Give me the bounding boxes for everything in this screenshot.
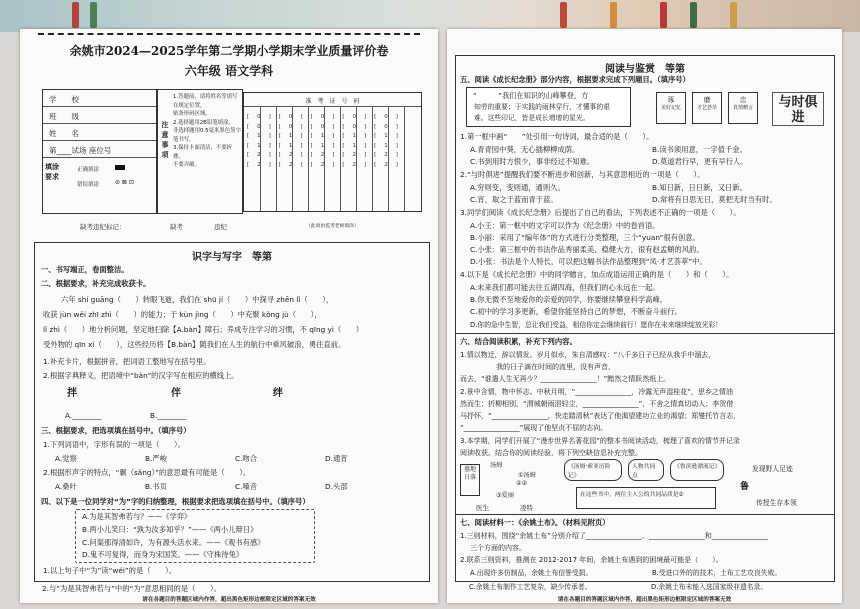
card-question-2: 2.根据字典释义，把语境中“bàn”的汉字写在相应的横线上。 bbox=[43, 371, 239, 380]
tag-sub: 真情赠言 bbox=[732, 105, 753, 111]
school-label: 学 校 bbox=[49, 95, 79, 104]
literacy-section bbox=[34, 242, 430, 582]
map-box-3: 《鲁滨逊漂流记》 bbox=[670, 459, 724, 481]
tag-2 bbox=[692, 92, 722, 124]
background-object bbox=[660, 2, 667, 28]
absent-label: 缺考违纪标记： bbox=[80, 223, 126, 231]
answer-sheet-left bbox=[20, 29, 438, 603]
question-3: 三、根据要求，把选项填在括号中。（填序号） bbox=[41, 426, 191, 435]
wei-box bbox=[75, 509, 315, 563]
char-ban-3: 绊 bbox=[273, 388, 283, 399]
note-line: 2.选择题用2B铅笔填涂， bbox=[173, 119, 234, 126]
option: B.读书须用意，一字值千金。 bbox=[652, 145, 747, 154]
tag-1 bbox=[656, 92, 686, 124]
note-line: 3.保持卡面清洁，不要折叠、 bbox=[173, 145, 233, 160]
photo-background-strip bbox=[0, 0, 860, 32]
map-label: ①汤姆 bbox=[518, 472, 536, 479]
option: D.通宵 bbox=[325, 454, 348, 463]
note-line: 1.答题前，请将姓名等填写在规定位置， bbox=[173, 94, 238, 109]
name-label: 姓 名 bbox=[49, 129, 79, 138]
option: B.书页 bbox=[145, 482, 167, 491]
blank-a[interactable]: A.________ bbox=[65, 411, 102, 420]
question-6: 六、结合阅读积累，补充下列内容。 bbox=[460, 337, 577, 346]
option: A.未来我们都可能去往五湖四海，但我们的心永远在一起。 bbox=[470, 283, 660, 292]
seal-text: 与时俱进 bbox=[772, 92, 824, 126]
teacher-note: （此项由监考老师填涂） bbox=[306, 224, 359, 229]
reading-q4: 4.以下是《成长纪念册》中的同学赠言，加点成语运用正确的是（ ）和（ ）。 bbox=[460, 270, 734, 279]
note-line: 不要弄破。 bbox=[173, 162, 200, 168]
option: D.常将有日思无日，莫把无时当有时。 bbox=[652, 195, 777, 204]
answer-sheet-right bbox=[447, 29, 842, 603]
option: C.余姚土布制作工艺复杂，缺少传承者。 bbox=[469, 583, 592, 591]
question-2: 二、根据要求，补充完成收获卡。 bbox=[41, 279, 151, 288]
q6-1: 1.情以物迁，辞以情发。岁月似水，朱自清感叹：“八千多日子已经从我手中溜去， bbox=[460, 351, 716, 359]
map-label: ③爱丽 bbox=[496, 492, 514, 499]
q7-1b: 三个方面的内容。 bbox=[470, 544, 526, 552]
option: B.小丽：采用了“编年体”的方式进行分类整理，三个“yuan”很有创意。 bbox=[470, 233, 700, 242]
option: B.严峻 bbox=[145, 454, 167, 463]
map-box-2: 人物共同点 bbox=[628, 459, 664, 481]
question-5: 五、阅读《成长纪念册》部分内容，根据要求完成下列题目。（填序号） bbox=[460, 75, 690, 84]
footer-right: 请在各题目的答题区域内作答，超出黑色矩形边框限定区域的答案无效 bbox=[557, 597, 732, 603]
exam-subtitle: 六年级 语文学科 bbox=[184, 64, 274, 78]
option: D.莫道君行早，更有早行人。 bbox=[652, 157, 748, 166]
question-4-1: 1.以上句子中“为”读“wéi”的是（ ）。 bbox=[43, 566, 177, 575]
blank-b[interactable]: B.________ bbox=[150, 411, 187, 420]
wei-line: D.鬼不可复得，而身为宋国笑。——《守株待兔》 bbox=[82, 550, 244, 559]
exam-number-grid bbox=[243, 92, 422, 212]
map-box-1: 《汤姆·索亚历险记》 bbox=[564, 459, 622, 481]
map-label: ②② bbox=[516, 480, 528, 487]
section-title: 阅读与鉴赏 等第 bbox=[605, 64, 685, 75]
class-label: 班 级 bbox=[49, 112, 79, 121]
option: A.小王：第一框中的文字可以作为《纪念册》中的卷首语。 bbox=[470, 221, 660, 230]
option: A.穷则变，变则通，通则久。 bbox=[470, 183, 565, 192]
option: A.桑叶 bbox=[55, 482, 77, 491]
background-object bbox=[560, 2, 567, 28]
note-line: 贴条形码区域。 bbox=[173, 111, 211, 117]
question-4-2: 2.与“为是其智弗若与”中的“为”意思相同的是（ ）。 bbox=[42, 584, 221, 593]
question-3-2: 2.根据形声字的特点，“颡（sǎng）”的意思最有可能是（ ）。 bbox=[43, 468, 251, 477]
option: B.受进口外的的技术，土布工艺攻良失败。 bbox=[652, 569, 782, 577]
tear-line bbox=[38, 33, 420, 35]
q6-3: 3.本学期，同学们开展了“漫步世界名著花园”的整本书阅读活动，梳理了喜欢的情节并记录 bbox=[460, 437, 740, 445]
fill-requirement-label: 填涂要求 bbox=[45, 163, 59, 181]
tag-sub: 美好记忆 bbox=[660, 105, 681, 111]
map-box-4: 在这些书中，两位主人公的共同品质是② bbox=[576, 487, 716, 509]
char-ban-1: 拌 bbox=[67, 388, 77, 399]
card-line-3: lǐ zhì（ ）地分析问题，坚定地扫除【A.bàn】障石；养成专注学习的习惯，不 qīng yì（ ） bbox=[43, 325, 364, 334]
option: B.知日新，日日新，又日新。 bbox=[652, 183, 747, 192]
fill-wrong-label: 错误填涂 bbox=[77, 182, 100, 188]
option: C.宵，取之于蓝而青于蓝。 bbox=[470, 195, 558, 204]
card-line-2: 收获 jùn wěi zhī zhì（ ）的能力；于 kùn jìng（ ）中充聚 kǒng jù（ ）， bbox=[43, 310, 322, 319]
tag-title: 磨 bbox=[703, 96, 711, 104]
digit-bubbles: [0][0][0][0][0][0][0][0][0][0] [1][1][1][1][1][1][1][1][1][1] [2][2][2][2][2][2][2][2][2][2] bbox=[247, 114, 406, 168]
seat-label: 第____试场 座位号 bbox=[49, 146, 112, 155]
char-ban-2: 伴 bbox=[171, 388, 181, 399]
question-1: 一、书写端正，卷面整洁。 bbox=[41, 265, 129, 274]
tag-title: 忠 bbox=[739, 96, 747, 104]
card-line-4: 受外物的 qīn xí（ ），这些经历将【B.bàn】随我们在人生的航行中乘风破浪，勇往直前。 bbox=[43, 340, 346, 349]
q6-2d: “________________”展现了他坚贞不屈的志向。 bbox=[460, 424, 608, 432]
map-bottom: 鲁 bbox=[740, 482, 750, 492]
option: D.小张：书法是个人特长，可以把这幅书法作品整理到“凤·才艺荟萃”中。 bbox=[470, 257, 707, 266]
option: D.头部 bbox=[325, 482, 348, 491]
q6-1b: 我的日子滴在时间的流里，没有声音， bbox=[496, 363, 615, 371]
question-4: 四、以下是一位同学对“为”字的归纳整理，根据要求把选项填在括号中。（填序号） bbox=[41, 497, 310, 506]
background-object bbox=[690, 2, 697, 28]
exam-number-label: 准 考 证 号 码 bbox=[244, 93, 421, 107]
map-bottom: 医生 bbox=[476, 504, 489, 512]
reading-section bbox=[455, 55, 835, 582]
note-line: 非选择题用0.5毫米黑色签字笔书写。 bbox=[173, 128, 241, 143]
violate-mark: 违纪 bbox=[214, 223, 227, 231]
map-right-1: 发现野人足迹 bbox=[752, 465, 793, 473]
option: C.书到用时方恨少，事非经过不知难。 bbox=[470, 157, 595, 166]
q6-2: 2.景中含情，物中怀志。中秋月明，“________________，冷露无声湿桂花”，思乡之情油 bbox=[460, 388, 733, 396]
reading-q1: 1.第一框中画“ ”处引用一句诗词，最合适的是（ ）。 bbox=[460, 132, 654, 141]
student-info-box bbox=[42, 89, 157, 214]
background-object bbox=[610, 2, 617, 28]
map-right-2: 传授生存本领 bbox=[756, 499, 797, 507]
tag-sub: 才艺荟萃 bbox=[696, 105, 717, 111]
option: A.青青园中葵，无心插柳柳成荫。 bbox=[470, 145, 580, 154]
background-object bbox=[730, 2, 737, 28]
option: D.你的急中生智，总让我们受益，相信你定会继续前行！愿你在未来继续绽放光彩！ bbox=[470, 321, 723, 329]
option: A.出现许多仿制品，余姚土布信誉受损。 bbox=[470, 569, 593, 577]
fill-correct-label: 正确填涂 bbox=[77, 167, 100, 173]
q6-1c: 而去，“谁遣人生无再少？________________！”黯然之情跃然纸上。 bbox=[460, 375, 671, 383]
background-object bbox=[72, 2, 79, 28]
tag-title: 琢 bbox=[667, 96, 675, 104]
tag-3 bbox=[728, 92, 758, 124]
card-line-1: 六年 shí guāng（ ）转眼飞逝，我们在 shū jí（ ）中探寻 zhēn lǐ（ ）， bbox=[61, 295, 334, 304]
question-3-1: 1.下列词语中，字形有误的一项是（ ）。 bbox=[43, 440, 185, 449]
q7-1: 1.三则材料，围绕“余姚土布”分别介绍了________________、________________和________________ bbox=[460, 532, 768, 540]
reading-q2: 2.“与时俱进”提醒我们要不断进步和创新，与其意思相近的一项是（ ）。 bbox=[460, 170, 705, 179]
quote-line: 难。这些印记，皆是成长增增的星光。 bbox=[474, 114, 590, 122]
wei-line: C.问渠那得清如许，为有源头活水来。——《观书有感》 bbox=[82, 538, 265, 547]
reading-q3: 3.同学们阅读《成长纪念册》后提出了自己的看法，下列表述不正确的一项是（ ）。 bbox=[460, 208, 741, 217]
option: C.初中的学习多更新，希望你能坚持自己的梦想，不断奋斗前行。 bbox=[470, 307, 682, 316]
option: B.你无微不至地爱你的亲爱的同学，你要继续攀登科学高峰。 bbox=[470, 295, 668, 304]
quote-line: 知劳的重要；于实践的雨林穿行，才懂事的艰 bbox=[474, 103, 610, 111]
option: A.觉察 bbox=[55, 454, 77, 463]
q6-2c: 马抒怀，“________________，快走踏清秋”表达了他渴望建功立业的渴望；郑燮托竹言志， bbox=[460, 412, 741, 420]
card-question-1: 1.补充卡片，根据拼音，把词语工整地写在括号里。 bbox=[43, 357, 211, 366]
map-bottom: 凌特 bbox=[520, 504, 533, 512]
fill-wrong-sample: ⊘ ⊠ ⊡ bbox=[115, 179, 134, 186]
background-object bbox=[90, 2, 97, 28]
exam-title: 余姚市2024—2025学年第二学期小学期末学业质量评价卷 bbox=[69, 44, 389, 58]
fill-correct-sample bbox=[115, 165, 125, 170]
option: C.小张：第三框中的书法作品秀丽柔美、稳健大方，很有赵孟頫的风韵。 bbox=[470, 245, 704, 254]
section-title: 识字与写字 等第 bbox=[192, 252, 272, 263]
wei-line: B.两小儿笑曰：“孰为汝多知乎？”——《两小儿辩日》 bbox=[82, 525, 258, 534]
footer-left: 请在各题目的答题区域内作答，超出黑色矩形边框限定区域的答案无效 bbox=[142, 597, 316, 603]
option: D.余姚土布未能入选国家级非遗名录。 bbox=[651, 583, 768, 591]
q6-2b: 然而生；折柳相别，“渭城朝雨浥轻尘，________________”，不舍之情真切动人；李贺借 bbox=[460, 400, 734, 408]
q7-2: 2.联系三则资料，推测在 2012-2017 年间，余姚土布遇到的困境最可能是（ ）。 bbox=[460, 556, 723, 564]
map-left-box: 墓地日落 bbox=[460, 464, 480, 496]
notes-label: 注意事项 bbox=[161, 121, 169, 159]
absent-mark: 缺考 bbox=[170, 223, 183, 231]
option: C.嗓音 bbox=[235, 482, 258, 491]
q6-3b: 阅读收获。结合你的阅读经验，将下列空缺信息补充完整。 bbox=[460, 449, 642, 457]
question-7: 七、阅读材料一：《余姚土布》。（材料见附页） bbox=[460, 518, 610, 527]
map-label: 汤姆 bbox=[490, 462, 503, 469]
notes-box bbox=[157, 89, 243, 214]
quote-line: “ ”我们在知识的山峰攀登，方 bbox=[473, 91, 589, 100]
wei-line: A.为是其智弗若与？——《学弈》 bbox=[82, 512, 192, 521]
option: C.吻合 bbox=[235, 454, 258, 463]
